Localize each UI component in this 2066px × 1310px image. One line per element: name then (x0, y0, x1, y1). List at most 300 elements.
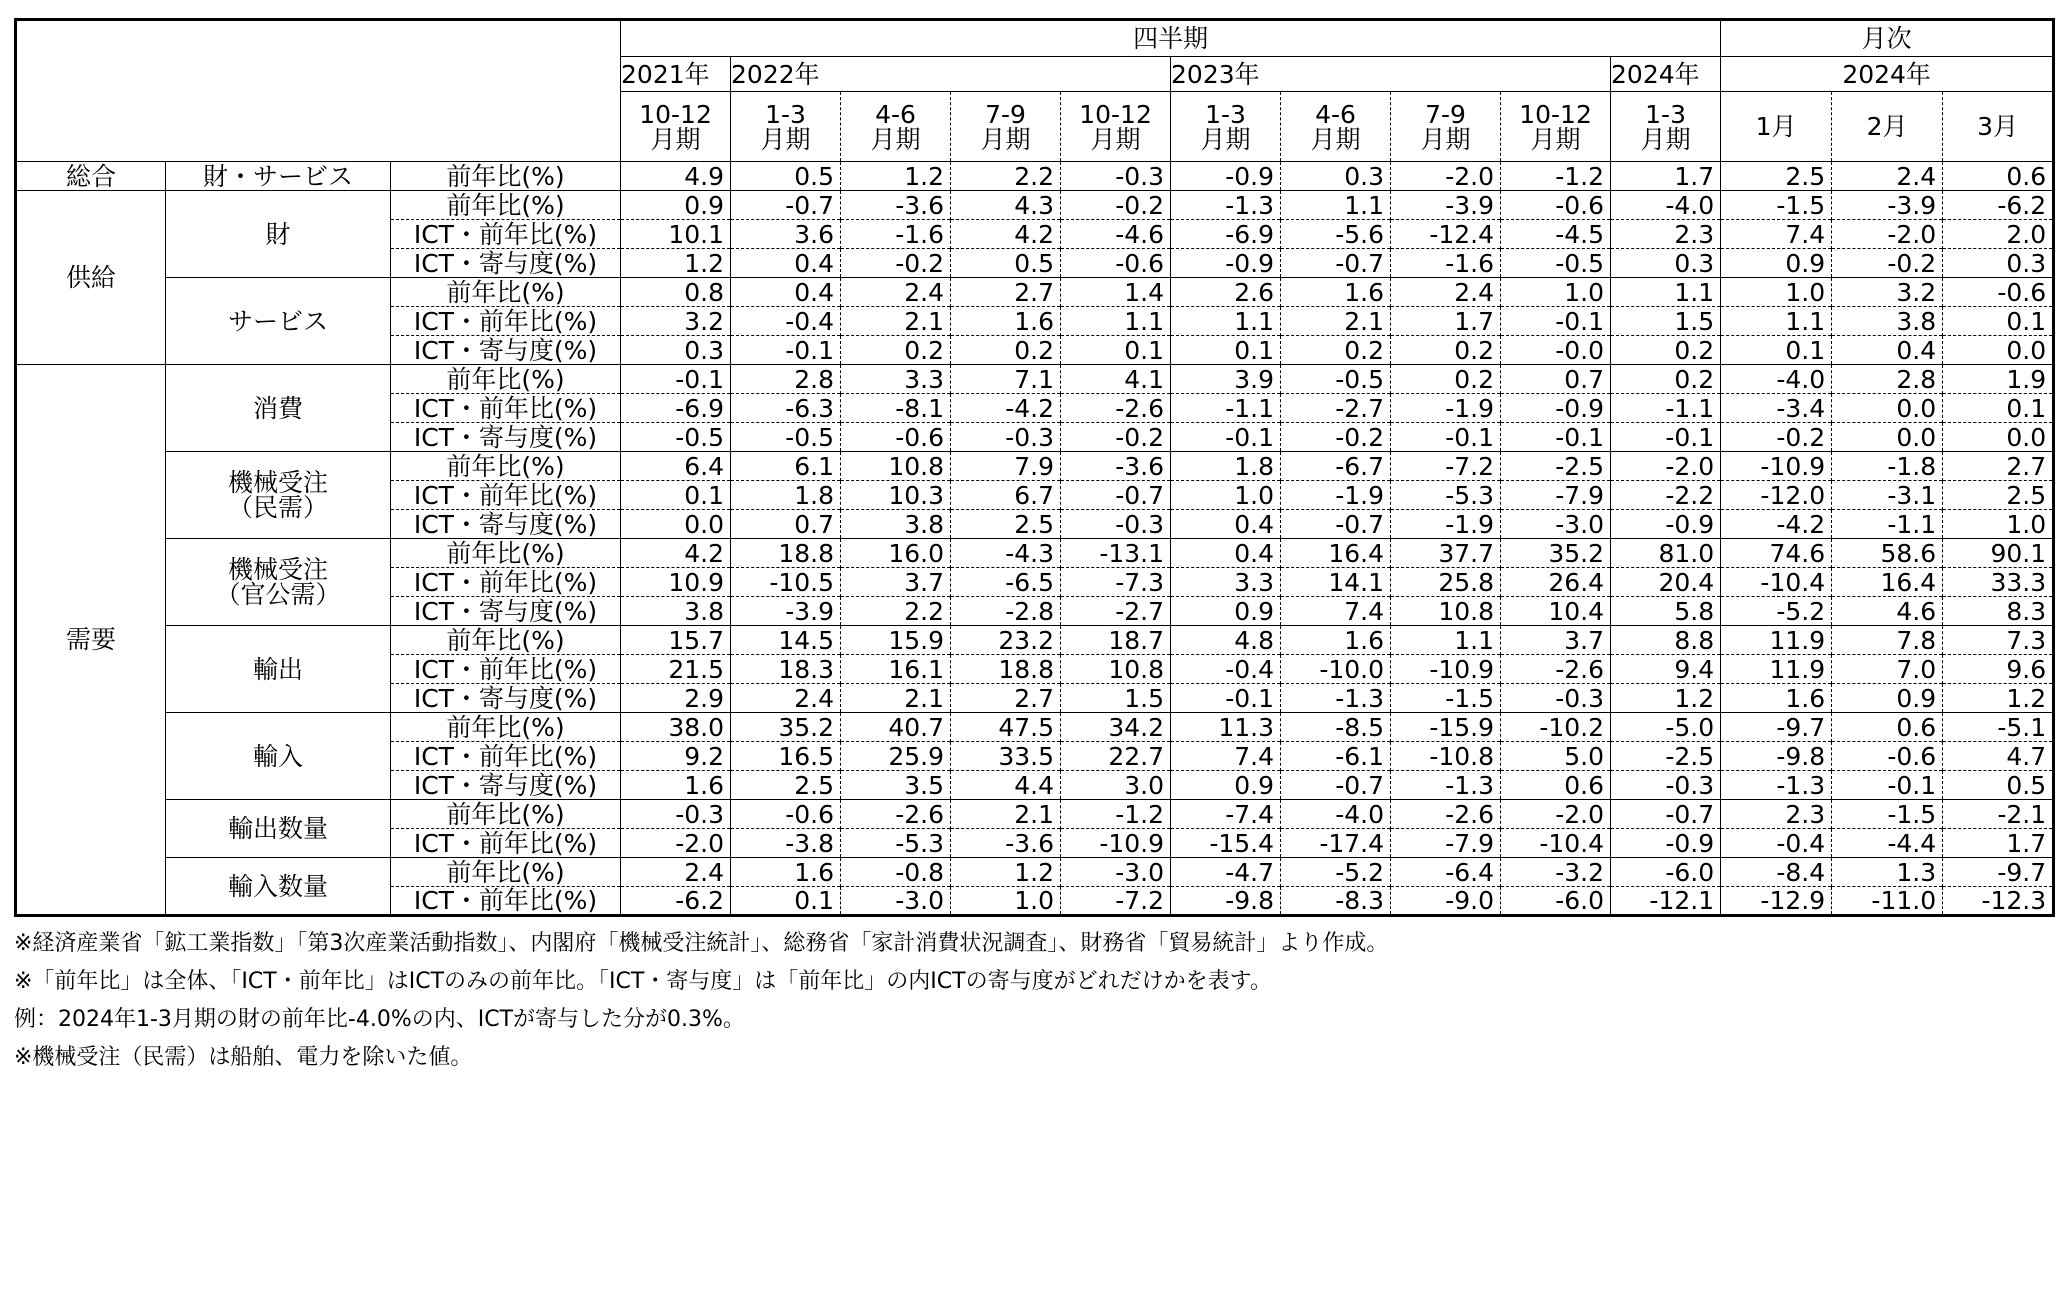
quarter-unit: 月期 (760, 124, 811, 154)
metric-label: 前年比(%) (391, 858, 621, 887)
value-cell: -5.6 (1281, 220, 1391, 249)
value-cell: -1.3 (1721, 771, 1832, 800)
value-cell: 16.1 (841, 655, 951, 684)
note-source: ※経済産業省「鉱工業指数」「第3次産業活動指数」、内閣府「機械受注統計」、総務省「家計消費状況調査」、財務省「貿易統計」より作成。 (14, 931, 1389, 956)
value-cell: -0.6 (1061, 249, 1171, 278)
value-cell: 2.4 (841, 278, 951, 307)
value-cell: 16.0 (841, 539, 951, 568)
value-cell: -9.7 (1943, 858, 2054, 887)
value-cell: -5.1 (1943, 713, 2054, 742)
value-cell: -8.5 (1281, 713, 1391, 742)
quarter-header-8 (1391, 92, 1501, 162)
value-cell: -10.9 (1721, 452, 1832, 481)
value-cell: 3.2 (621, 307, 731, 336)
table-row (16, 452, 2054, 481)
value-cell: -12.1 (1611, 887, 1721, 916)
value-cell: -10.4 (1721, 568, 1832, 597)
metric-label: ICT・寄与度(%) (391, 423, 621, 452)
value-cell: 5.0 (1501, 742, 1611, 771)
value-cell: 1.3 (1832, 858, 1943, 887)
metric-label: 前年比(%) (391, 626, 621, 655)
table-row (16, 626, 2054, 655)
value-cell: 4.1 (1061, 365, 1171, 394)
group-label: 輸出 (166, 626, 391, 713)
value-cell: 14.5 (731, 626, 841, 655)
value-cell: 22.7 (1061, 742, 1171, 771)
quarter-period: 7-9 (1425, 99, 1466, 129)
value-cell: -2.7 (1061, 597, 1171, 626)
quarter-unit: 月期 (870, 124, 921, 154)
value-cell: -6.1 (1281, 742, 1391, 771)
value-cell: 11.9 (1721, 626, 1832, 655)
value-cell: -0.3 (1501, 684, 1611, 713)
metric-label: 前年比(%) (391, 191, 621, 220)
value-cell: -2.6 (1501, 655, 1611, 684)
value-cell: -0.2 (1061, 191, 1171, 220)
monthly-year-2024: 2024年 (1721, 57, 2054, 92)
value-cell: 2.6 (1171, 278, 1281, 307)
value-cell: 2.3 (1721, 800, 1832, 829)
value-cell: 1.5 (1061, 684, 1171, 713)
value-cell: -10.8 (1391, 742, 1501, 771)
notes (14, 925, 2052, 1077)
value-cell: 6.1 (731, 452, 841, 481)
value-cell: -1.6 (841, 220, 951, 249)
value-cell: 0.7 (1501, 365, 1611, 394)
value-cell: 0.4 (731, 249, 841, 278)
value-cell: 3.6 (731, 220, 841, 249)
group-label-main: 機械受注 (227, 468, 328, 497)
value-cell: -1.9 (1281, 481, 1391, 510)
value-cell: -0.6 (841, 423, 951, 452)
value-cell: -1.8 (1832, 452, 1943, 481)
value-cell: 2.7 (951, 684, 1061, 713)
value-cell: -4.5 (1501, 220, 1611, 249)
section-label: 総合 (16, 162, 166, 191)
value-cell: 3.9 (1171, 365, 1281, 394)
value-cell: -0.5 (1501, 249, 1611, 278)
value-cell: -3.9 (731, 597, 841, 626)
value-cell: -1.2 (1501, 162, 1611, 191)
group-label: サービス (166, 278, 391, 365)
value-cell: -0.6 (1832, 742, 1943, 771)
value-cell: -0.6 (731, 800, 841, 829)
table-row (16, 800, 2054, 829)
value-cell: -3.0 (1061, 858, 1171, 887)
value-cell: 16.5 (731, 742, 841, 771)
note-example: 例：2024年1-3月期の財の前年比-4.0%の内、ICTが寄与した分が0.3%。 (14, 1007, 745, 1032)
value-cell: -0.1 (731, 336, 841, 365)
value-cell: 0.1 (1061, 336, 1171, 365)
value-cell: 3.8 (621, 597, 731, 626)
value-cell: -6.0 (1611, 858, 1721, 887)
value-cell: -2.6 (1061, 394, 1171, 423)
value-cell: -0.8 (841, 858, 951, 887)
value-cell: -10.2 (1501, 713, 1611, 742)
value-cell: -6.5 (951, 568, 1061, 597)
value-cell: -0.9 (1501, 394, 1611, 423)
value-cell: 10.1 (621, 220, 731, 249)
value-cell: 0.6 (1832, 713, 1943, 742)
quarter-period: 10-12 (1079, 99, 1152, 129)
value-cell: 1.1 (1611, 278, 1721, 307)
metric-label: ICT・前年比(%) (391, 655, 621, 684)
value-cell: 3.0 (1061, 771, 1171, 800)
value-cell: 1.1 (1391, 626, 1501, 655)
value-cell: -0.9 (1171, 162, 1281, 191)
value-cell: -1.1 (1171, 394, 1281, 423)
value-cell: -3.9 (1391, 191, 1501, 220)
table-row (16, 858, 2054, 887)
value-cell: -2.1 (1943, 800, 2054, 829)
value-cell: -3.2 (1501, 858, 1611, 887)
value-cell: 2.1 (1281, 307, 1391, 336)
value-cell: 15.7 (621, 626, 731, 655)
group-label: 消費 (166, 365, 391, 452)
value-cell: 0.9 (1832, 684, 1943, 713)
value-cell: 0.2 (951, 336, 1061, 365)
group-label: 財・サービス (166, 162, 391, 191)
value-cell: -0.2 (1832, 249, 1943, 278)
value-cell: -1.1 (1832, 510, 1943, 539)
value-cell: -0.1 (621, 365, 731, 394)
month-header-2: 2月 (1832, 92, 1943, 162)
value-cell: -3.1 (1832, 481, 1943, 510)
value-cell: -2.6 (1391, 800, 1501, 829)
value-cell: 0.0 (1832, 394, 1943, 423)
value-cell: 1.2 (1943, 684, 2054, 713)
value-cell: -3.6 (1061, 452, 1171, 481)
value-cell: 2.2 (841, 597, 951, 626)
value-cell: 18.3 (731, 655, 841, 684)
value-cell: 1.0 (1943, 510, 2054, 539)
value-cell: -0.1 (1611, 423, 1721, 452)
value-cell: 6.4 (621, 452, 731, 481)
year-2023: 2023年 (1171, 57, 1611, 92)
value-cell: -4.0 (1281, 800, 1391, 829)
value-cell: -1.3 (1281, 684, 1391, 713)
value-cell: -12.4 (1391, 220, 1501, 249)
value-cell: -1.1 (1611, 394, 1721, 423)
table-container (14, 18, 2052, 1077)
value-cell: 2.4 (621, 858, 731, 887)
value-cell: -1.9 (1391, 510, 1501, 539)
value-cell: 5.8 (1611, 597, 1721, 626)
value-cell: 0.1 (1171, 336, 1281, 365)
value-cell: -11.0 (1832, 887, 1943, 916)
value-cell: 2.5 (731, 771, 841, 800)
metric-label: ICT・寄与度(%) (391, 684, 621, 713)
value-cell: -0.5 (1281, 365, 1391, 394)
quarter-header-5 (1061, 92, 1171, 162)
year-2024: 2024年 (1611, 57, 1721, 92)
value-cell: -1.6 (1391, 249, 1501, 278)
metric-label: ICT・前年比(%) (391, 829, 621, 858)
value-cell: 1.6 (1281, 626, 1391, 655)
value-cell: -6.9 (621, 394, 731, 423)
header-quarterly: 四半期 (621, 20, 1721, 57)
quarter-unit: 月期 (1530, 124, 1581, 154)
value-cell: 1.5 (1611, 307, 1721, 336)
value-cell: 3.3 (841, 365, 951, 394)
value-cell: 4.3 (951, 191, 1061, 220)
value-cell: -0.1 (1171, 423, 1281, 452)
value-cell: 0.9 (1171, 771, 1281, 800)
value-cell: -0.0 (1501, 336, 1611, 365)
value-cell: 0.9 (1721, 249, 1832, 278)
value-cell: -10.0 (1281, 655, 1391, 684)
value-cell: -0.3 (621, 800, 731, 829)
value-cell: 0.1 (1721, 336, 1832, 365)
value-cell: -6.0 (1501, 887, 1611, 916)
value-cell: 1.6 (951, 307, 1061, 336)
value-cell: 0.1 (1943, 394, 2054, 423)
value-cell: 0.0 (1943, 423, 2054, 452)
value-cell: -2.0 (1611, 452, 1721, 481)
value-cell: -5.2 (1721, 597, 1832, 626)
quarter-period: 1-3 (1645, 99, 1686, 129)
value-cell: -0.7 (1281, 510, 1391, 539)
value-cell: -10.9 (1391, 655, 1501, 684)
value-cell: -0.1 (1171, 684, 1281, 713)
value-cell: 0.9 (1171, 597, 1281, 626)
value-cell: -5.0 (1611, 713, 1721, 742)
metric-label: ICT・前年比(%) (391, 394, 621, 423)
metric-label: 前年比(%) (391, 539, 621, 568)
value-cell: 2.1 (841, 307, 951, 336)
value-cell: 21.5 (621, 655, 731, 684)
value-cell: 4.9 (621, 162, 731, 191)
value-cell: 0.1 (731, 887, 841, 916)
metric-label: 前年比(%) (391, 162, 621, 191)
table-row (16, 191, 2054, 220)
value-cell: -0.4 (1721, 829, 1832, 858)
value-cell: 0.9 (621, 191, 731, 220)
value-cell: -0.2 (1281, 423, 1391, 452)
value-cell: -6.4 (1391, 858, 1501, 887)
quarter-header-4 (951, 92, 1061, 162)
value-cell: 10.9 (621, 568, 731, 597)
value-cell: -4.2 (951, 394, 1061, 423)
value-cell: 20.4 (1611, 568, 1721, 597)
header-blank-cell (16, 20, 621, 162)
value-cell: 2.8 (1832, 365, 1943, 394)
quarter-unit: 月期 (1200, 124, 1251, 154)
value-cell: 10.8 (1061, 655, 1171, 684)
value-cell: 0.0 (1832, 423, 1943, 452)
value-cell: -3.0 (841, 887, 951, 916)
value-cell: 3.8 (841, 510, 951, 539)
quarter-period: 1-3 (1205, 99, 1246, 129)
value-cell: 0.7 (731, 510, 841, 539)
header-monthly: 月次 (1721, 20, 2054, 57)
value-cell: 0.5 (951, 249, 1061, 278)
value-cell: 18.8 (731, 539, 841, 568)
value-cell: 0.4 (1832, 336, 1943, 365)
value-cell: -2.8 (951, 597, 1061, 626)
value-cell: 9.6 (1943, 655, 2054, 684)
value-cell: 2.5 (1721, 162, 1832, 191)
value-cell: 0.1 (621, 481, 731, 510)
value-cell: -4.7 (1171, 858, 1281, 887)
value-cell: 10.8 (841, 452, 951, 481)
value-cell: 0.2 (1611, 365, 1721, 394)
value-cell: -4.6 (1061, 220, 1171, 249)
metric-label: 前年比(%) (391, 713, 621, 742)
metric-label: 前年比(%) (391, 278, 621, 307)
metric-label: ICT・前年比(%) (391, 307, 621, 336)
value-cell: 33.5 (951, 742, 1061, 771)
value-cell: 2.1 (951, 800, 1061, 829)
metric-label: ICT・前年比(%) (391, 220, 621, 249)
value-cell: 7.4 (1171, 742, 1281, 771)
value-cell: -6.7 (1281, 452, 1391, 481)
value-cell: 47.5 (951, 713, 1061, 742)
value-cell: 2.0 (1943, 220, 2054, 249)
section-label: 供給 (16, 191, 166, 365)
value-cell: -2.0 (1391, 162, 1501, 191)
value-cell: 4.6 (1832, 597, 1943, 626)
value-cell: -6.3 (731, 394, 841, 423)
metric-label: ICT・寄与度(%) (391, 510, 621, 539)
value-cell: 7.3 (1943, 626, 2054, 655)
quarter-header-9 (1501, 92, 1611, 162)
value-cell: 6.7 (951, 481, 1061, 510)
value-cell: -7.2 (1061, 887, 1171, 916)
value-cell: -2.5 (1501, 452, 1611, 481)
metric-label: 前年比(%) (391, 800, 621, 829)
quarter-period: 10-12 (1519, 99, 1592, 129)
value-cell: -0.7 (1611, 800, 1721, 829)
value-cell: 7.1 (951, 365, 1061, 394)
value-cell: -3.4 (1721, 394, 1832, 423)
value-cell: 11.9 (1721, 655, 1832, 684)
value-cell: 0.5 (731, 162, 841, 191)
value-cell: -0.6 (1943, 278, 2054, 307)
table-row (16, 539, 2054, 568)
value-cell: -0.7 (1281, 771, 1391, 800)
value-cell: 1.2 (621, 249, 731, 278)
value-cell: 2.9 (621, 684, 731, 713)
value-cell: 0.2 (1611, 336, 1721, 365)
value-cell: 0.5 (1943, 771, 2054, 800)
value-cell: 1.1 (1061, 307, 1171, 336)
value-cell: -0.2 (1061, 423, 1171, 452)
value-cell: 1.0 (1501, 278, 1611, 307)
value-cell: 1.0 (1171, 481, 1281, 510)
value-cell: -5.3 (1391, 481, 1501, 510)
value-cell: 3.3 (1171, 568, 1281, 597)
value-cell: 2.7 (951, 278, 1061, 307)
value-cell: -2.0 (1501, 800, 1611, 829)
value-cell: -8.3 (1281, 887, 1391, 916)
group-label-main: 機械受注 (227, 555, 328, 584)
group-label-sub: （官公需） (215, 580, 341, 609)
value-cell: 1.6 (1721, 684, 1832, 713)
value-cell: 2.8 (731, 365, 841, 394)
value-cell: 34.2 (1061, 713, 1171, 742)
metric-label: 前年比(%) (391, 452, 621, 481)
value-cell: 2.4 (1832, 162, 1943, 191)
value-cell: 1.1 (1721, 307, 1832, 336)
table-row (16, 713, 2054, 742)
metric-label: ICT・前年比(%) (391, 568, 621, 597)
value-cell: 2.4 (731, 684, 841, 713)
value-cell: 40.7 (841, 713, 951, 742)
value-cell: -15.9 (1391, 713, 1501, 742)
value-cell: -10.9 (1061, 829, 1171, 858)
value-cell: 0.0 (1943, 336, 2054, 365)
value-cell: 0.2 (1281, 336, 1391, 365)
value-cell: 3.7 (1501, 626, 1611, 655)
value-cell: -9.7 (1721, 713, 1832, 742)
value-cell: 3.2 (1832, 278, 1943, 307)
value-cell: 1.0 (1721, 278, 1832, 307)
value-cell: -7.2 (1391, 452, 1501, 481)
value-cell: -8.1 (841, 394, 951, 423)
value-cell: 1.1 (1171, 307, 1281, 336)
year-2022: 2022年 (731, 57, 1171, 92)
value-cell: 1.8 (731, 481, 841, 510)
group-label: 財 (166, 191, 391, 278)
value-cell: -15.4 (1171, 829, 1281, 858)
value-cell: 81.0 (1611, 539, 1721, 568)
value-cell: -0.1 (1391, 423, 1501, 452)
value-cell: 74.6 (1721, 539, 1832, 568)
value-cell: -0.1 (1501, 423, 1611, 452)
value-cell: -0.7 (1281, 249, 1391, 278)
quarter-period: 4-6 (1315, 99, 1356, 129)
value-cell: -9.0 (1391, 887, 1501, 916)
value-cell: 1.2 (841, 162, 951, 191)
value-cell: -0.5 (731, 423, 841, 452)
value-cell: -4.2 (1721, 510, 1832, 539)
metric-label: ICT・前年比(%) (391, 742, 621, 771)
value-cell: -0.5 (621, 423, 731, 452)
metric-label: ICT・寄与度(%) (391, 336, 621, 365)
value-cell: 2.5 (1943, 481, 2054, 510)
value-cell: 9.2 (621, 742, 731, 771)
value-cell: -4.0 (1721, 365, 1832, 394)
value-cell: -10.5 (731, 568, 841, 597)
value-cell: 18.8 (951, 655, 1061, 684)
value-cell: -12.3 (1943, 887, 2054, 916)
value-cell: -1.5 (1391, 684, 1501, 713)
quarter-header-2 (731, 92, 841, 162)
value-cell: -7.4 (1171, 800, 1281, 829)
value-cell: -0.7 (731, 191, 841, 220)
value-cell: -0.3 (1611, 771, 1721, 800)
metric-label: ICT・寄与度(%) (391, 249, 621, 278)
quarter-header-7 (1281, 92, 1391, 162)
value-cell: -12.9 (1721, 887, 1832, 916)
value-cell: 1.6 (1281, 278, 1391, 307)
value-cell: 0.2 (1391, 365, 1501, 394)
value-cell: -6.2 (1943, 191, 2054, 220)
value-cell: 0.8 (621, 278, 731, 307)
value-cell: -4.3 (951, 539, 1061, 568)
value-cell: 4.2 (951, 220, 1061, 249)
value-cell: 2.5 (951, 510, 1061, 539)
value-cell: 38.0 (621, 713, 731, 742)
value-cell: -0.2 (841, 249, 951, 278)
value-cell: 4.4 (951, 771, 1061, 800)
quarter-period: 10-12 (639, 99, 712, 129)
value-cell: 0.0 (621, 510, 731, 539)
quarter-header-10 (1611, 92, 1721, 162)
value-cell: -4.0 (1611, 191, 1721, 220)
quarter-unit: 月期 (1090, 124, 1141, 154)
